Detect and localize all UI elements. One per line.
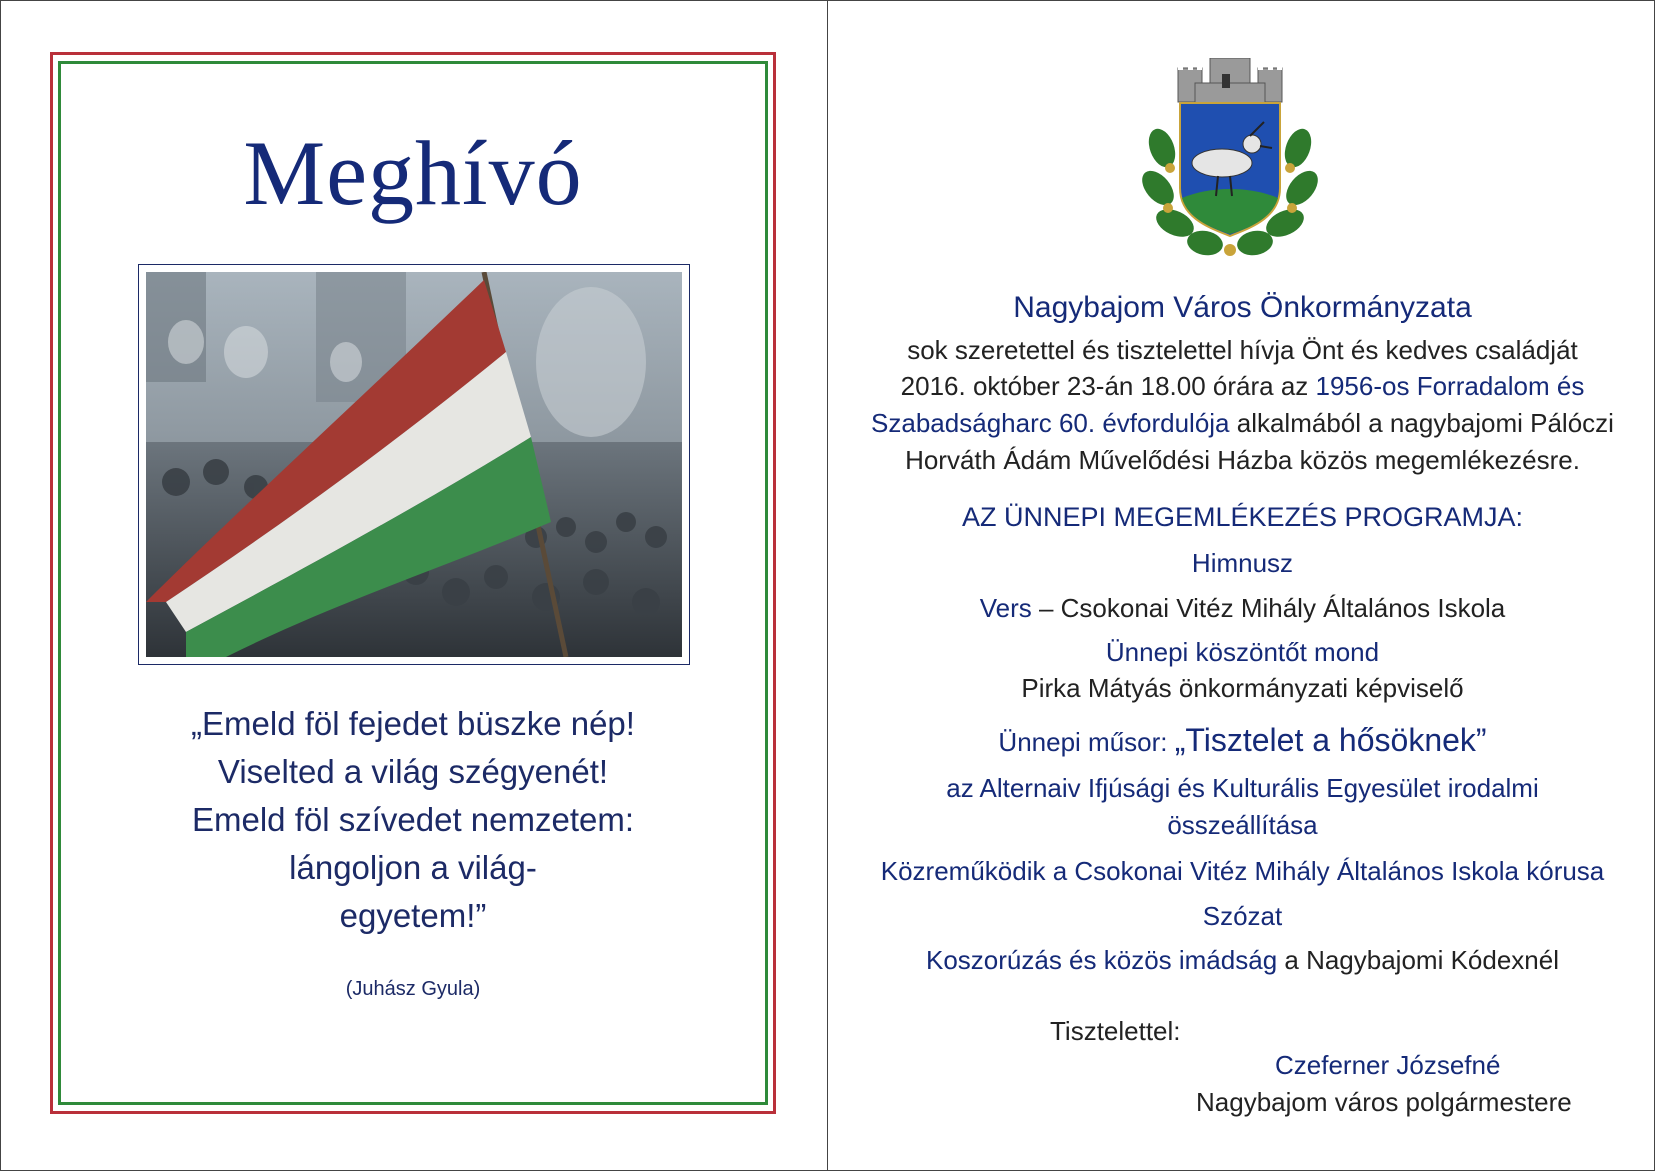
program-item-anthem: Himnusz xyxy=(1191,548,1294,578)
flag-crowd-image xyxy=(146,272,682,657)
program-item-wreath xyxy=(830,945,1655,976)
quote-author: (Juhász Gyula) xyxy=(345,978,481,1000)
program-item-performer: – Csokonai Vitéz Mihály Általános Iskola xyxy=(1031,593,1506,623)
poem-quote xyxy=(58,700,768,940)
program-item-performer-group: az Alternaiv Ifjúsági és Kulturális Egyesület irodalmi xyxy=(946,773,1539,803)
town-coat-of-arms-icon xyxy=(1140,58,1320,258)
organization-name: Nagybajom Város Önkormányzata xyxy=(1013,291,1472,324)
invite-line: sok szeretettel és tisztelettel hívja Önt és kedves családját xyxy=(907,335,1578,365)
invitation-title: Meghívó xyxy=(243,122,583,224)
event-name-highlight: 1956-os Forradalom és xyxy=(1315,371,1585,401)
signer-title: Nagybajom város polgármestere xyxy=(1196,1087,1572,1117)
program-item-choir: Közreműködik a Csokonai Vitéz Mihály Általános Iskola kórusa xyxy=(880,856,1605,886)
program-item-greeting: Ünnepi köszöntőt mond xyxy=(1105,637,1380,667)
invite-line: Horváth Ádám Művelődési Házba közös megemlékezésre. xyxy=(905,445,1580,475)
revolution-photo xyxy=(138,264,690,665)
program-item-location: a Nagybajomi Kódexnél xyxy=(1277,945,1559,975)
invite-date-text: 2016. október 23-án 18.00 órára az xyxy=(900,371,1316,401)
invite-line xyxy=(830,371,1655,402)
program-item-poem xyxy=(830,593,1655,624)
program-heading: AZ ÜNNEPI MEGEMLÉKEZÉS PROGRAMJA: xyxy=(961,502,1524,532)
program-item-label: Ünnepi műsor: xyxy=(998,727,1175,757)
program-item-label: Vers xyxy=(979,593,1032,623)
quote-line: Viselted a világ szégyenét! xyxy=(217,753,609,790)
quote-line: „Emeld föl fejedet büszke nép! xyxy=(191,705,635,742)
program-item-performer-group: összeállítása xyxy=(1167,810,1318,840)
signer-name: Czeferner Józsefné xyxy=(1275,1050,1501,1080)
closing-text: Tisztelettel: xyxy=(1050,1016,1181,1046)
quote-line: Emeld föl szívedet nemzetem: xyxy=(191,801,635,838)
program-item-speaker: Pirka Mátyás önkormányzati képviselő xyxy=(1021,673,1464,703)
program-item-show xyxy=(830,722,1655,759)
quote-line: egyetem!” xyxy=(339,897,487,934)
show-title: „Tisztelet a hősöknek” xyxy=(1174,722,1487,758)
fold-divider xyxy=(827,0,828,1171)
invite-occasion-text: alkalmából a nagybajomi Pálóczi xyxy=(1229,408,1614,438)
anniversary-highlight: Szabadságharc 60. évfordulója xyxy=(871,408,1230,438)
program-item-label: Koszorúzás és közös imádság xyxy=(925,945,1278,975)
program-item-szozat: Szózat xyxy=(1202,901,1283,931)
invite-line xyxy=(830,408,1655,439)
quote-line: lángoljon a világ- xyxy=(289,849,537,886)
